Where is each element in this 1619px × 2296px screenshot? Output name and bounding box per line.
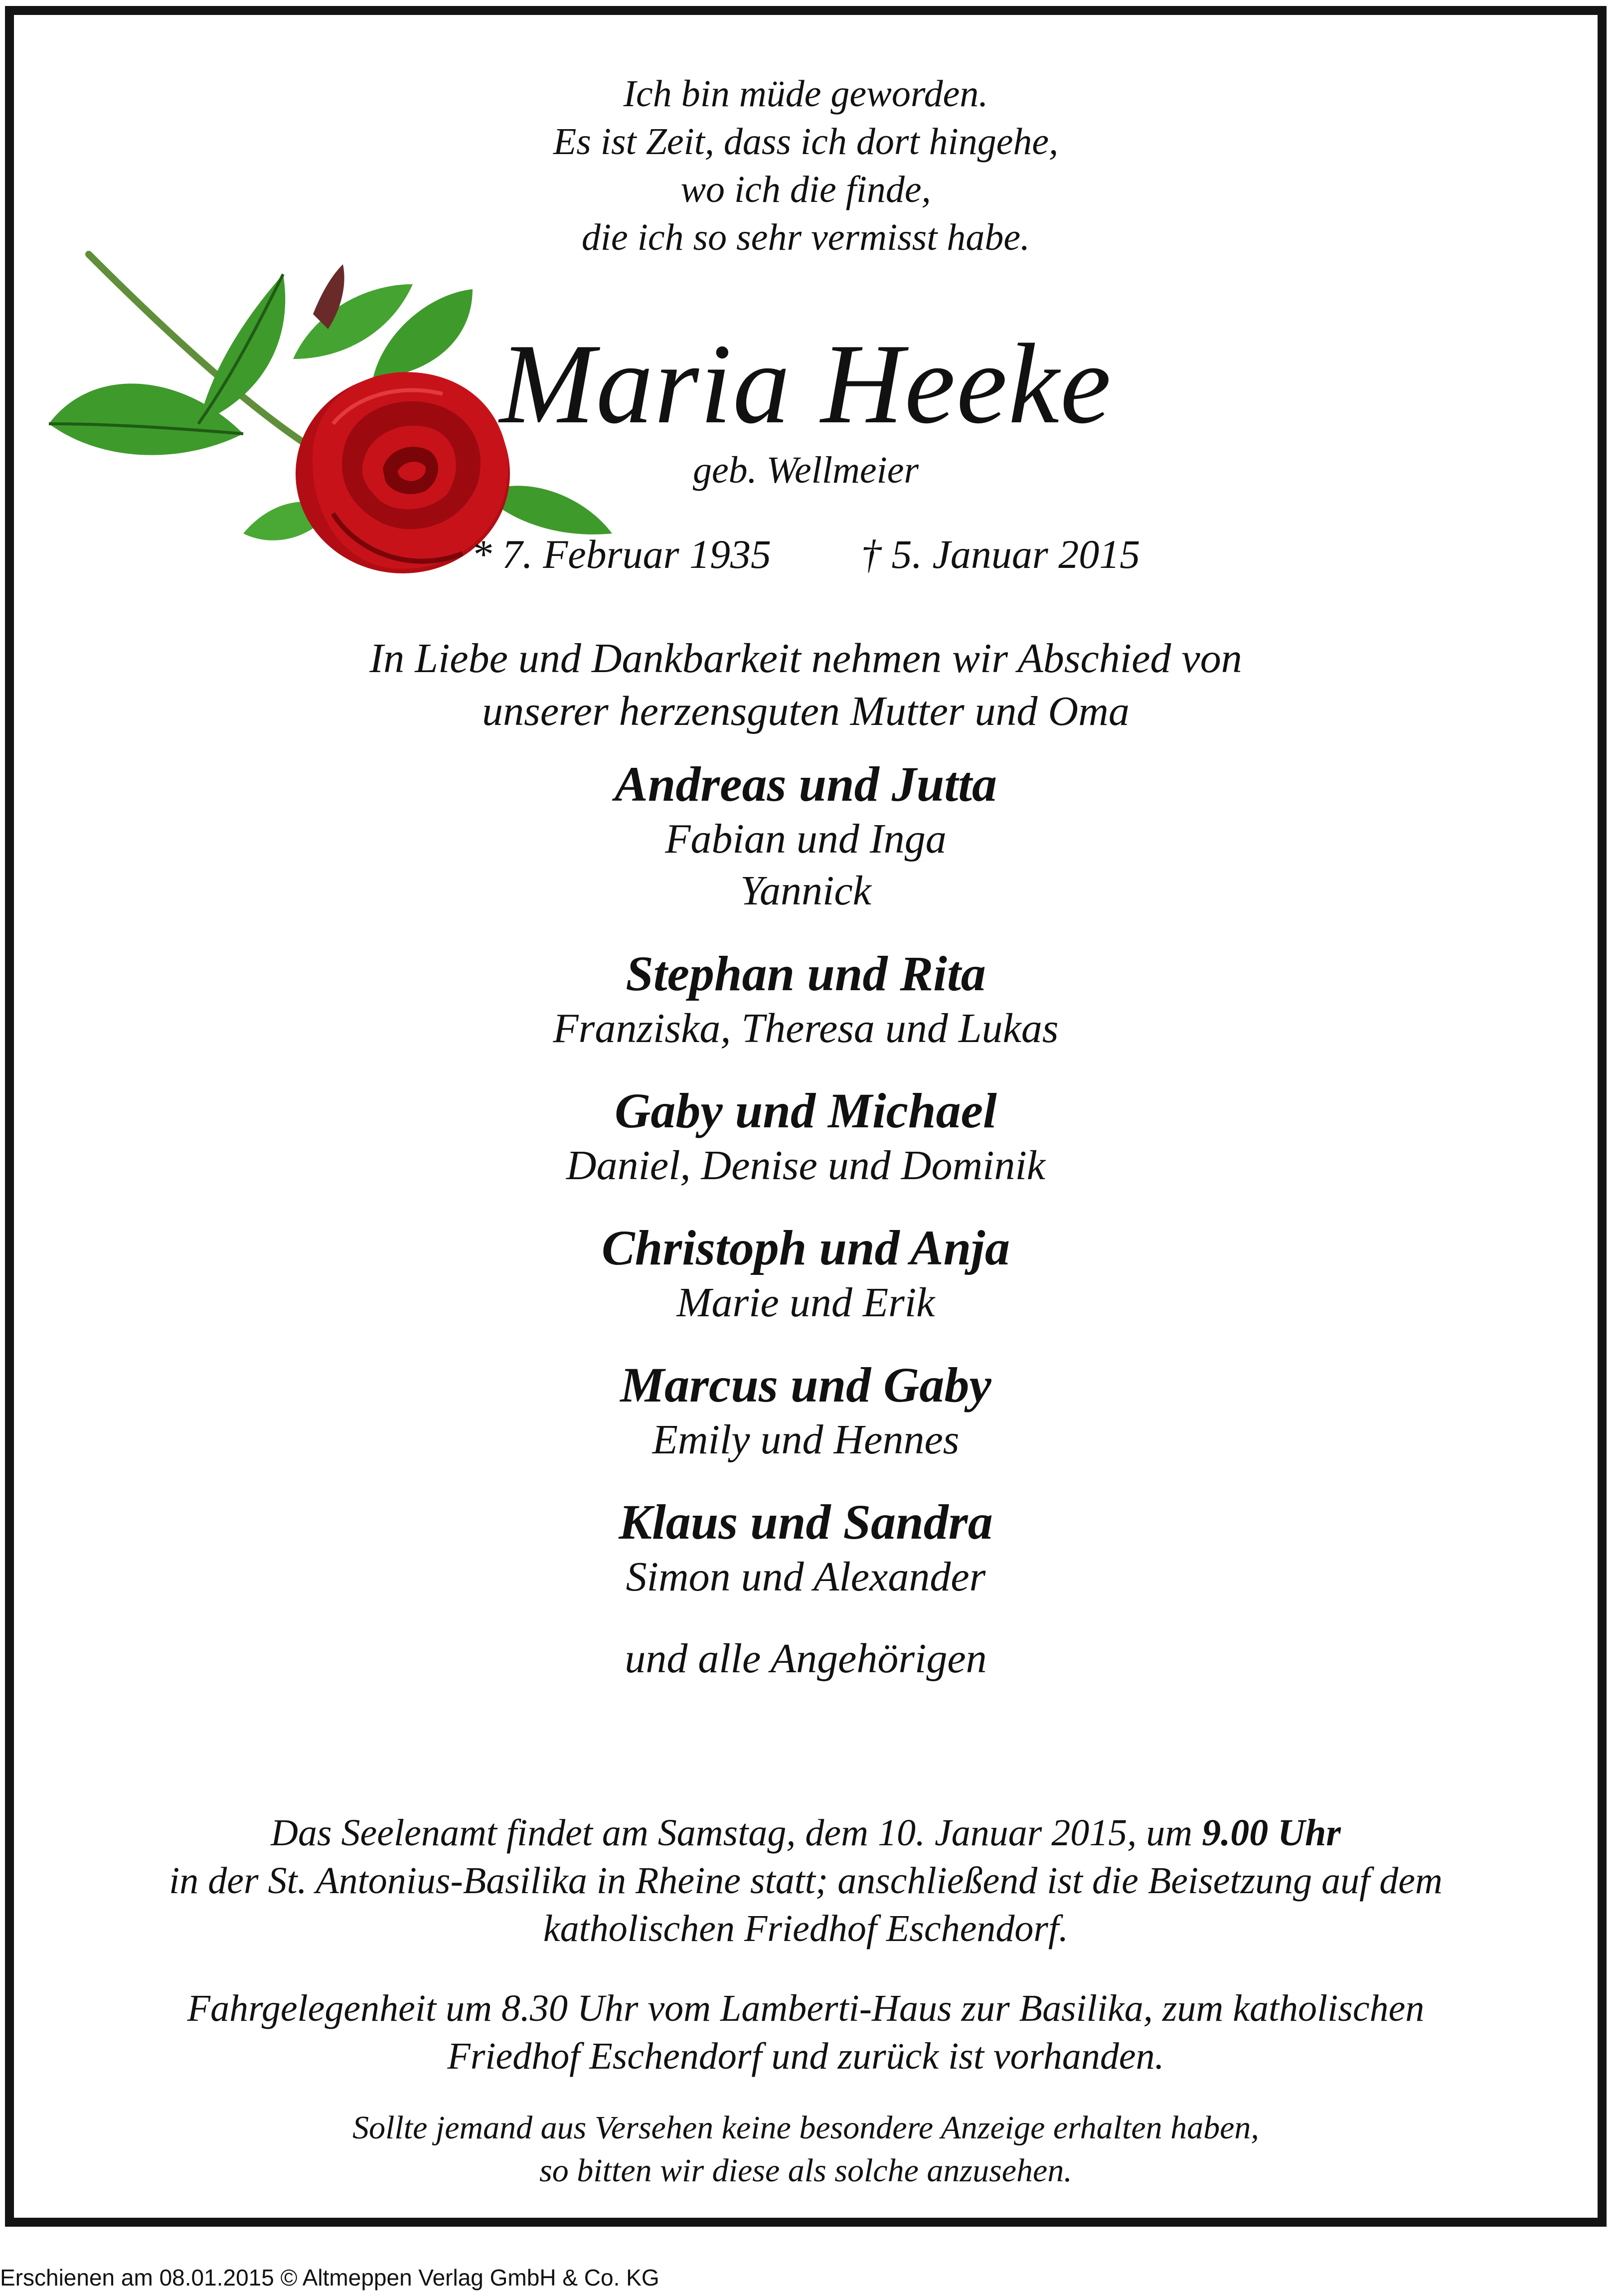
family-group [14,1082,1598,1192]
service-line: katholischen Friedhof Eschendorf. [543,1908,1069,1949]
family-couple: Andreas und Jutta [615,756,997,812]
poem-line: wo ich die finde, [680,169,931,210]
service-line-prefix: Das Seelenamt findet am Samstag, dem 10. Januar 2015, um [271,1812,1202,1854]
service-info [14,1809,1598,1952]
deceased-name: Maria Heeke [499,320,1112,447]
obituary-frame [5,6,1607,2227]
service-line: in der St. Antonius-Basilika in Rheine statt; anschließend ist die Beisetzung auf dem [169,1860,1443,1902]
poem-line: die ich so sehr vermisst habe. [581,216,1030,258]
family-couple: Christoph und Anja [602,1220,1010,1275]
family-group [14,1493,1598,1603]
notice-line: so bitten wir diese als solche anzusehen. [539,2152,1072,2189]
poem [14,70,1598,261]
intro-line: unserer herzensguten Mutter und Oma [482,688,1130,734]
family-children: Franziska, Theresa und Lukas [553,1005,1059,1052]
notice-text [14,2107,1598,2192]
life-dates [14,530,1598,579]
relatives-line: und alle Angehörigen [625,1635,987,1682]
family-couple: Stephan und Rita [626,946,986,1001]
farewell-intro [14,632,1598,738]
family-children: Emily und Hennes [652,1416,960,1463]
poem-line: Ich bin müde geworden. [623,73,988,115]
notice-line: Sollte jemand aus Versehen keine besondere Anzeige erhalten haben, [352,2110,1259,2146]
family-group [14,945,1598,1055]
intro-line: In Liebe und Dankbarkeit nehmen wir Abschied von [369,635,1242,682]
family-couple: Klaus und Sandra [619,1494,993,1550]
poem-line: Es ist Zeit, dass ich dort hingehe, [553,121,1059,163]
publication-footer: Erschienen am 08.01.2015 © Altmeppen Verlag GmbH & Co. KG [0,2265,659,2291]
family-children: Daniel, Denise und Dominik [566,1142,1046,1189]
family-children: Simon und Alexander [626,1554,986,1600]
service-time: 9.00 Uhr [1202,1812,1341,1854]
transport-line: Fahrgelegenheit um 8.30 Uhr vom Lamberti-Haus zur Basilika, zum katholischen [187,1987,1425,2029]
family-couple: Gaby und Michael [615,1083,997,1138]
service-line [14,1809,1598,1857]
family-children: Fabian und Inga [665,816,947,862]
transport-info [14,1984,1598,2080]
family-group [14,1219,1598,1329]
transport-line: Friedhof Eschendorf und zurück ist vorhanden. [447,2035,1164,2077]
family-children: Yannick [740,868,871,914]
family-children: Marie und Erik [676,1279,935,1326]
family-group [14,755,1598,917]
family-group [14,1356,1598,1466]
death-date: † 5. Januar 2015 [861,531,1140,577]
family-couple: Marcus und Gaby [620,1357,991,1413]
maiden-name: geb. Wellmeier [692,449,919,491]
birth-date: * 7. Februar 1935 [471,531,771,577]
